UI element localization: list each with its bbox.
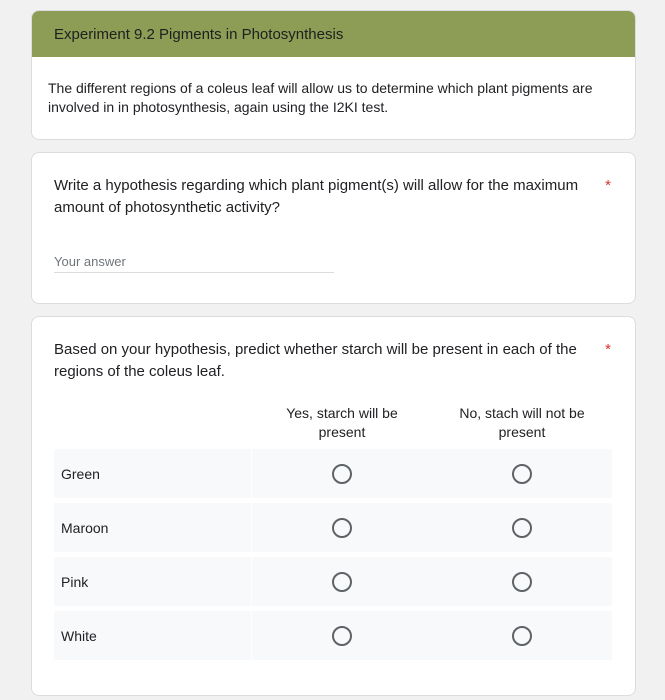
required-asterisk: * bbox=[605, 177, 611, 194]
required-asterisk: * bbox=[605, 341, 611, 358]
row-label: Pink bbox=[54, 557, 252, 606]
section-description: The different regions of a coleus leaf will allow us to determine which plant pigments are involved in in photosynthesis, again using the I2KI test. bbox=[48, 80, 593, 115]
radio-unchecked-icon[interactable] bbox=[332, 572, 352, 592]
grid-header bbox=[54, 397, 612, 449]
radio-unchecked-icon[interactable] bbox=[512, 518, 532, 538]
question-card-hypothesis bbox=[31, 152, 636, 304]
section-card bbox=[31, 10, 636, 140]
grid-row-maroon bbox=[54, 503, 612, 552]
column-header-no: No, stach will not be present bbox=[459, 405, 585, 440]
question-title: Based on your hypothesis, predict whether starch will be present in each of the regions of the coleus leaf. bbox=[54, 341, 577, 380]
radio-unchecked-icon[interactable] bbox=[332, 464, 352, 484]
grid-row-white bbox=[54, 611, 612, 660]
column-header-yes: Yes, starch will be present bbox=[286, 405, 398, 440]
radio-unchecked-icon[interactable] bbox=[332, 626, 352, 646]
question-title: Write a hypothesis regarding which plant pigment(s) will allow for the maximum amount of photosynthetic activity? bbox=[54, 177, 579, 216]
section-header bbox=[32, 11, 635, 57]
grid-row-pink bbox=[54, 557, 612, 606]
question-card-starch-grid bbox=[31, 316, 636, 696]
radio-unchecked-icon[interactable] bbox=[332, 518, 352, 538]
radio-unchecked-icon[interactable] bbox=[512, 572, 532, 592]
row-label: Green bbox=[54, 449, 252, 498]
radio-unchecked-icon[interactable] bbox=[512, 626, 532, 646]
hypothesis-answer-input[interactable] bbox=[54, 251, 334, 273]
radio-unchecked-icon[interactable] bbox=[512, 464, 532, 484]
row-label: White bbox=[54, 611, 252, 660]
row-label: Maroon bbox=[54, 503, 252, 552]
grid-row-green bbox=[54, 449, 612, 498]
section-title: Experiment 9.2 Pigments in Photosynthesis bbox=[54, 25, 344, 43]
choice-grid bbox=[54, 397, 612, 665]
